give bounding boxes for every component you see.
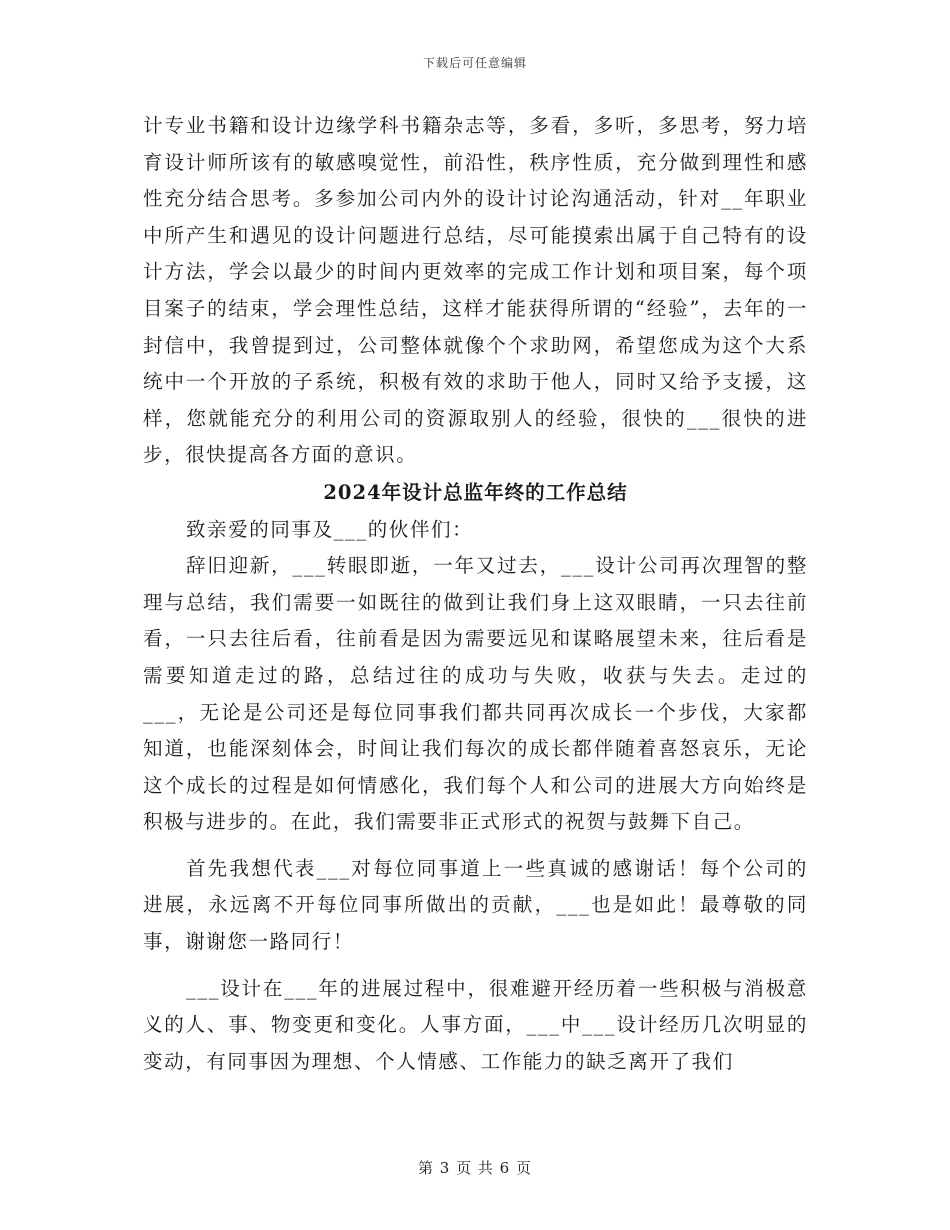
document-title: 2024年设计总监年终的工作总结 <box>323 480 628 504</box>
page-indicator: 第 3 页 共 6 页 <box>418 1159 532 1177</box>
body-paragraph: 首先我想代表___对每位同事道上一些真诚的感谢话！每个公司的进展，永远离不开每位同事所做出的贡献，___也是如此！最尊敬的同事，谢谢您一路同行！ <box>143 856 808 954</box>
body-paragraph: ___设计在___年的进展过程中，很难避开经历着一些积极与消极意义的人、事、物变更和变化。人事方面，___中___设计经历几次明显的变动，有同事因为理想、个人情感、工作能力的缺乏离开了我们 <box>143 976 808 1073</box>
continued-paragraph: 计专业书籍和设计边缘学科书籍杂志等，多看，多听，多思考，努力培育设计师所该有的敏感嗅觉性，前沿性，秩序性质，充分做到理性和感性充分结合思考。多参加公司内外的设计讨论沟通活动，针对__年职业中所产生和遇见的设计问题进行总结，尽可能摸索出属于自己特有的设计方法，学会以最少的时间内更效率的完成工作计划和项目案，每个项目案子的结束，学会理性总结，这样才能获得所谓的“经验”，去年的一封信中，我曾提到过，公司整体就像个个求助网，希望您成为这个大系统中一个开放的子系统，积极有效的求助于他人，同时又给予支援，这样，您就能充分的利用公司的资源取别人的经验，很快的___很快的进步，很快提高各方面的意识。 <box>143 114 808 467</box>
document-body <box>143 108 808 1080</box>
header-note: 下载后可任意编辑 <box>422 56 527 70</box>
salutation: 致亲爱的同事及___的伙伴们： <box>186 517 474 541</box>
body-paragraph: 辞旧迎新，___转眼即逝，一年又过去，___设计公司再次理智的整理与总结，我们需要一如既往的做到让我们身上这双眼睛，一只去往前看，一只去往后看，往前看是因为需要远见和谋略展望未来，往后看是需要知道走过的路，总结过往的成功与失败，收获与失去。走过的___，无论是公司还是每位同事我们都共同再次成长一个步伐，大家都知道，也能深刻体会，时间让我们每次的成长都伴随着喜怒哀乐，无论这个成长的过程是如何情感化，我们每个人和公司的进展大方向始终是积极与进步的。在此，我们需要非正式形式的祝贺与鼓舞下自己。 <box>143 554 808 834</box>
